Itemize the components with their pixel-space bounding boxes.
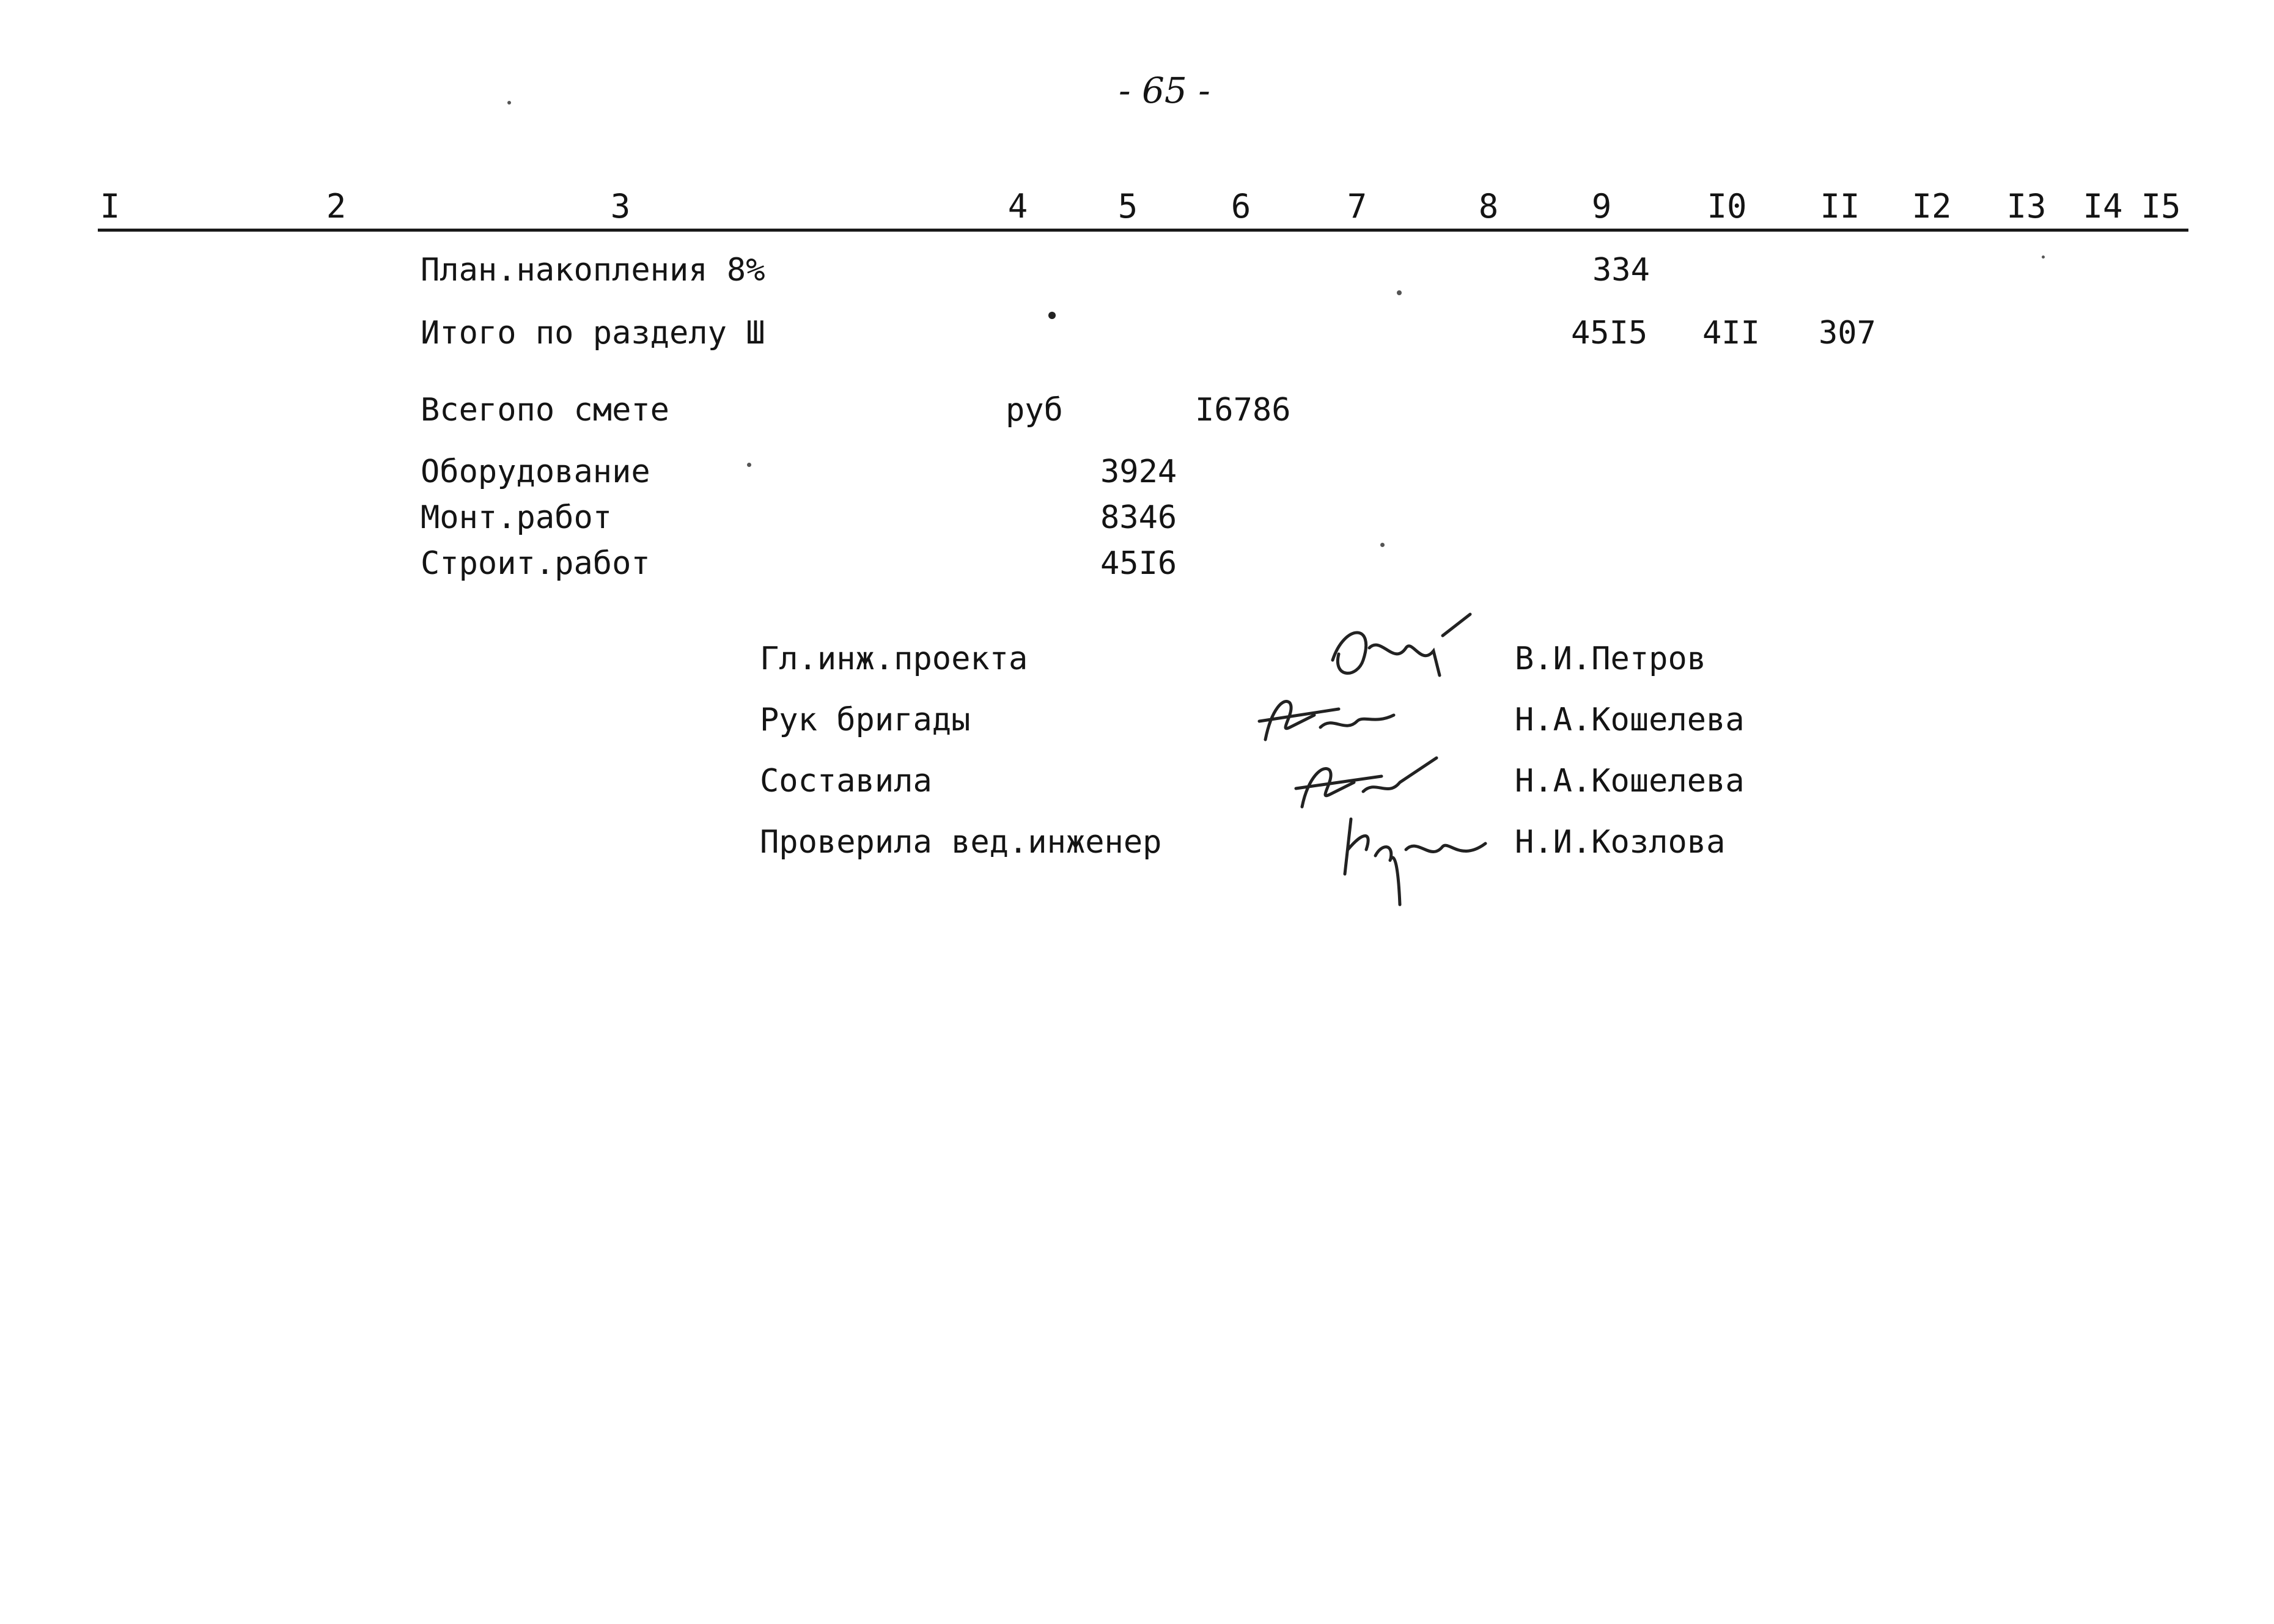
column-header-1: I — [100, 187, 120, 226]
header-rule — [98, 229, 2188, 232]
row-total-estimate-value: I6786 — [1195, 392, 1291, 428]
signature-name-compiled-by: Н.А.Кошелева — [1515, 763, 1745, 799]
column-header-5: 5 — [1117, 187, 1138, 226]
signature-role-checked-by: Проверила вед.инженер — [760, 824, 1162, 861]
column-header-2: 2 — [326, 187, 347, 226]
scan-speck — [2042, 255, 2045, 259]
column-header-11: II — [1820, 187, 1860, 226]
row-equipment-value: 3924 — [1100, 454, 1177, 490]
row-plan-col9: 334 — [1592, 252, 1650, 288]
scan-speck — [1048, 312, 1056, 319]
signature-role-compiled-by: Составила — [760, 763, 932, 799]
page-number: - 65 - — [1119, 70, 1210, 111]
row-total-estimate-unit: руб — [1006, 392, 1063, 428]
row-equipment-label: Оборудование — [421, 454, 650, 490]
column-header-12: I2 — [1912, 187, 1952, 226]
row-installation-value: 8346 — [1100, 499, 1177, 536]
row-plan-label: План.накопления 8% — [421, 252, 765, 288]
row-total-section-col11: 307 — [1819, 315, 1876, 351]
signature-scribble-2 — [1253, 685, 1400, 752]
scan-speck — [1380, 543, 1385, 547]
signature-name-brigade-head: Н.А.Кошелева — [1515, 702, 1745, 738]
column-header-8: 8 — [1478, 187, 1499, 226]
row-total-section-col10: 4II — [1702, 315, 1760, 351]
signature-name-chief-engineer: В.И.Петров — [1515, 641, 1707, 677]
row-total-section-label: Итого по разделу Ш — [421, 315, 765, 351]
scan-speck — [1397, 290, 1402, 295]
row-construction-label: Строит.работ — [421, 545, 650, 582]
column-header-13: I3 — [2006, 187, 2047, 226]
scan-speck — [747, 463, 751, 467]
scan-speck — [507, 101, 511, 105]
row-construction-value: 45I6 — [1100, 545, 1177, 582]
column-header-15: I5 — [2141, 187, 2181, 226]
column-header-6: 6 — [1231, 187, 1251, 226]
row-total-estimate-label: Всегопо смете — [421, 392, 669, 428]
signature-role-brigade-head: Рук бригады — [760, 702, 971, 738]
column-header-3: 3 — [610, 187, 631, 226]
column-header-4: 4 — [1007, 187, 1028, 226]
signature-scribble-3 — [1290, 749, 1443, 816]
column-header-9: 9 — [1591, 187, 1612, 226]
column-header-10: I0 — [1707, 187, 1747, 226]
signature-name-checked-by: Н.И.Козлова — [1515, 824, 1726, 861]
signature-role-chief-engineer: Гл.инж.проекта — [760, 641, 1028, 677]
row-total-section-col9: 45I5 — [1571, 315, 1648, 351]
column-header-7: 7 — [1347, 187, 1367, 226]
signature-scribble-4 — [1339, 807, 1498, 917]
row-installation-label: Монт.работ — [421, 499, 613, 536]
column-header-14: I4 — [2083, 187, 2123, 226]
